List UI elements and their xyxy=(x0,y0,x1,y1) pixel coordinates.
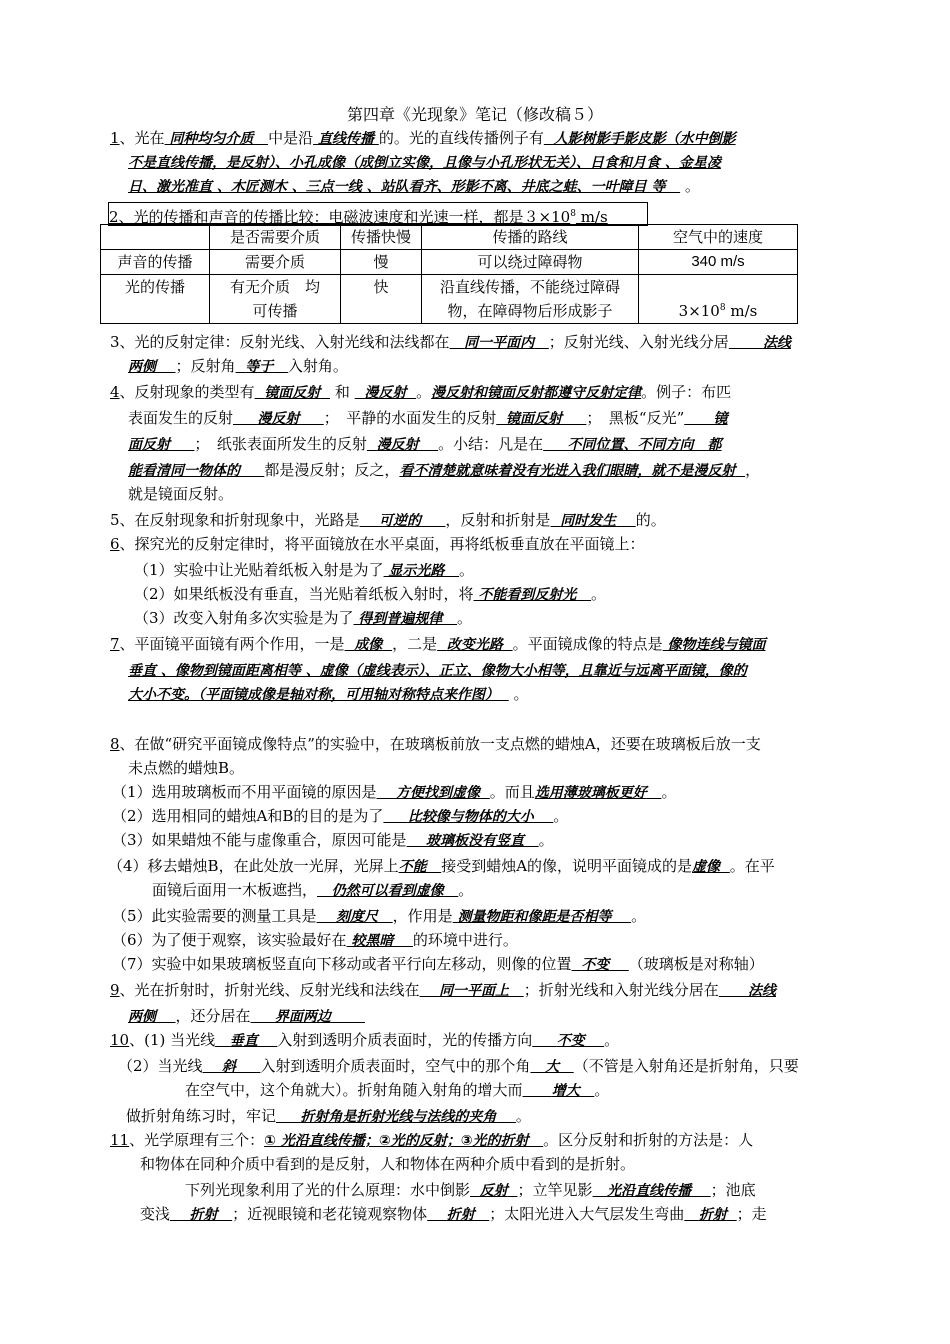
q6-line-2: （1）实验中让光贴着纸板入射是为了 显示光路 。 xyxy=(134,561,475,579)
q1-line-2: 不是直线传播，是反射）、小孔成像（成倒立实像，且像与小孔形状无关）、日食和月食 、金星凌 xyxy=(128,155,721,171)
q8-line-8: （5）此实验需要的测量工具是 刻度尺 ，作用是 测量物距和像距是否相等 。 xyxy=(112,907,647,925)
q8-line-7: 面镜后面用一木板遮挡， 仍然可以看到虚像 。 xyxy=(152,881,474,899)
table-header: 空气中的速度 xyxy=(639,225,798,250)
q8-line-6: （4）移去蜡烛B，在此处放一光屏，光屏上不能 接受到蜡烛A的像，说明平面镜成的是虚像 。在平 xyxy=(108,857,775,875)
q11-line-1: 11、光学原理有三个：① 光沿直线传播；②光的反射；③光的折射 。区分反射和折射的方法是：人 xyxy=(110,1131,754,1149)
q2-heading-box: 2、光的传播和声音的传播比较：电磁波速度和光速一样，都是$3\times 10^8$ m/s xyxy=(108,202,648,226)
q3-line-2: 两侧 ；反射角 等于 入射角。 xyxy=(128,357,348,375)
table-cell: 声音的传播 xyxy=(101,250,210,275)
q8-line-10: （7）实验中如果玻璃板竖直向下移动或者平行向左移动，则像的位置 不变 （玻璃板是对称轴） xyxy=(112,955,764,973)
q1-line-1: 1、光在 同种均匀介质 中是沿 直线传播 的。光的直线传播例子有 人影树影手影皮影（水中倒影 xyxy=(110,129,736,147)
comparison-table xyxy=(100,224,798,324)
q9-line-1: 9、光在折射时，折射光线、反射光线和法线在 同一平面上 ；折射光线和入射光线分居在 法线 xyxy=(110,981,776,999)
table-cell: 快 xyxy=(341,275,422,324)
table-row-light xyxy=(101,275,798,324)
q11-line-3: 下列光现象利用了光的什么原理：水中倒影 反射 ；立竿见影 光沿直线传播 ；池底 xyxy=(185,1181,756,1199)
q7-line-2: 垂直 、像物到镜面距离相等 、虚像（虚线表示）、正立、像物大小相等，且靠近与远离平面镜，像的 xyxy=(128,663,747,679)
q4-line-4: 能看清同一物体的 都是漫反射；反之，看不清楚就意味着没有光进入我们眼睛，就不是漫反射 ， xyxy=(128,461,761,479)
q4-line-3: 面反射 ； 纸张表面所发生的反射 漫反射 。小结：凡是在 不同位置、不同方向 都 xyxy=(128,435,722,453)
q10-line-2: （2）当光线 斜 入射到透明介质表面时，空气中的那个角 大 （不管是入射角还是折射角，只要 xyxy=(118,1057,799,1075)
q4-line-2: 表面发生的反射 漫反射 ； 平静的水面发生的反射 镜面反射 ； 黑板“反光” 镜 xyxy=(128,409,728,427)
table-cell: 有无介质 均 可传播 xyxy=(210,275,341,324)
table-cell: 可以绕过障碍物 xyxy=(422,250,639,275)
table-cell xyxy=(101,225,210,250)
q6-line-4: （3）改变入射角多次实验是为了 得到普遍规律 。 xyxy=(134,609,473,627)
q10-line-1: 10、(1) 当光线 垂直 入射到透明介质表面时，光的传播方向 不变 。 xyxy=(110,1031,620,1049)
q4-line-5: 就是镜面反射。 xyxy=(128,485,234,503)
q8-line-9: （6）为了便于观察，该实验最好在 较黑暗 的环境中进行。 xyxy=(112,931,518,949)
table-header-row xyxy=(101,225,798,250)
q8-line-2: 未点燃的蜡烛B。 xyxy=(128,759,245,777)
table-header: 是否需要介质 xyxy=(210,225,341,250)
q11-line-4: 变浅 折射 ；近视眼镜和老花镜观察物体 折射 ；太阳光进入大气层发生弯曲 折射 ；走 xyxy=(140,1205,767,1223)
q6-line-3: （2）如果纸板没有垂直，当光贴着纸板入射时，将 不能看到反射光 。 xyxy=(134,585,607,603)
q3-line-1: 3、光的反射定律：反射光线、入射光线和法线都在 同一平面内 ；反射光线、入射光线分居 法线 xyxy=(110,333,791,351)
q9-line-2: 两侧 ，还分居在 界面两边 xyxy=(128,1007,331,1025)
q7-line-3: 大小不变。（平面镜成像是轴对称，可用轴对称特点来作图） 。 xyxy=(128,685,529,703)
q4-line-1: 4、反射现象的类型有 镜面反射 和 漫反射 。漫反射和镜面反射都遵守反射定律。例子：布匹 xyxy=(110,383,732,401)
table-header: 传播的路线 xyxy=(422,225,639,250)
table-header: 传播快慢 xyxy=(341,225,422,250)
table-cell: 沿直线传播，不能绕过障碍 物，在障碍物后形成影子 xyxy=(422,275,639,324)
q8-line-1: 8、在做“研究平面镜成像特点”的实验中，在玻璃板前放一支点燃的蜡烛A，还要在玻璃板后放一支 xyxy=(110,735,761,753)
q8-line-5: （3）如果蜡烛不能与虚像重合，原因可能是 玻璃板没有竖直 。 xyxy=(112,831,554,849)
q8-line-3: （1）选用玻璃板而不用平面镜的原因是 方便找到虚像 。而且选用薄玻璃板更好 。 xyxy=(112,783,677,801)
table-cell: 慢 xyxy=(341,250,422,275)
q6-line-1: 6、探究光的反射定律时，将平面镜放在水平桌面，再将纸板垂直放在平面镜上： xyxy=(110,535,645,553)
table-row-sound xyxy=(101,250,798,275)
table-cell: 340 m/s xyxy=(639,250,798,275)
q10-line-4: 做折射角练习时，牢记 折射角是折射光线与法线的夹角 。 xyxy=(126,1107,531,1125)
q8-line-4: （2）选用相同的蜡烛A和B的目的是为了 比较像与物体的大小 。 xyxy=(112,807,569,825)
q5-line: 5、在反射现象和折射现象中，光路是 可逆的 ，反射和折射是 同时发生 的。 xyxy=(110,511,666,529)
q10-line-3: 在空气中，这个角就大）。折射角随入射角的增大而 增大 。 xyxy=(185,1081,610,1099)
q1-line-3: 日、激光准直 、木匠测木 、三点一线 、站队看齐、形影不离、井底之蛙、一叶障目 等 。 xyxy=(128,177,700,195)
table-cell: $3\times 10^8$ m/s xyxy=(639,275,798,324)
page-title: 第四章《光现象》笔记（修改稿５） xyxy=(346,105,603,124)
q7-line-1: 7、平面镜平面镜有两个作用，一是 成像 ，二是 改变光路 。平面镜成像的特点是 像物连线与镜面 xyxy=(110,635,766,653)
table-cell: 需要介质 xyxy=(210,250,341,275)
q11-line-2: 和物体在同种介质中看到的是反射，人和物体在两种介质中看到的是折射。 xyxy=(140,1155,636,1173)
table-cell: 光的传播 xyxy=(101,275,210,324)
